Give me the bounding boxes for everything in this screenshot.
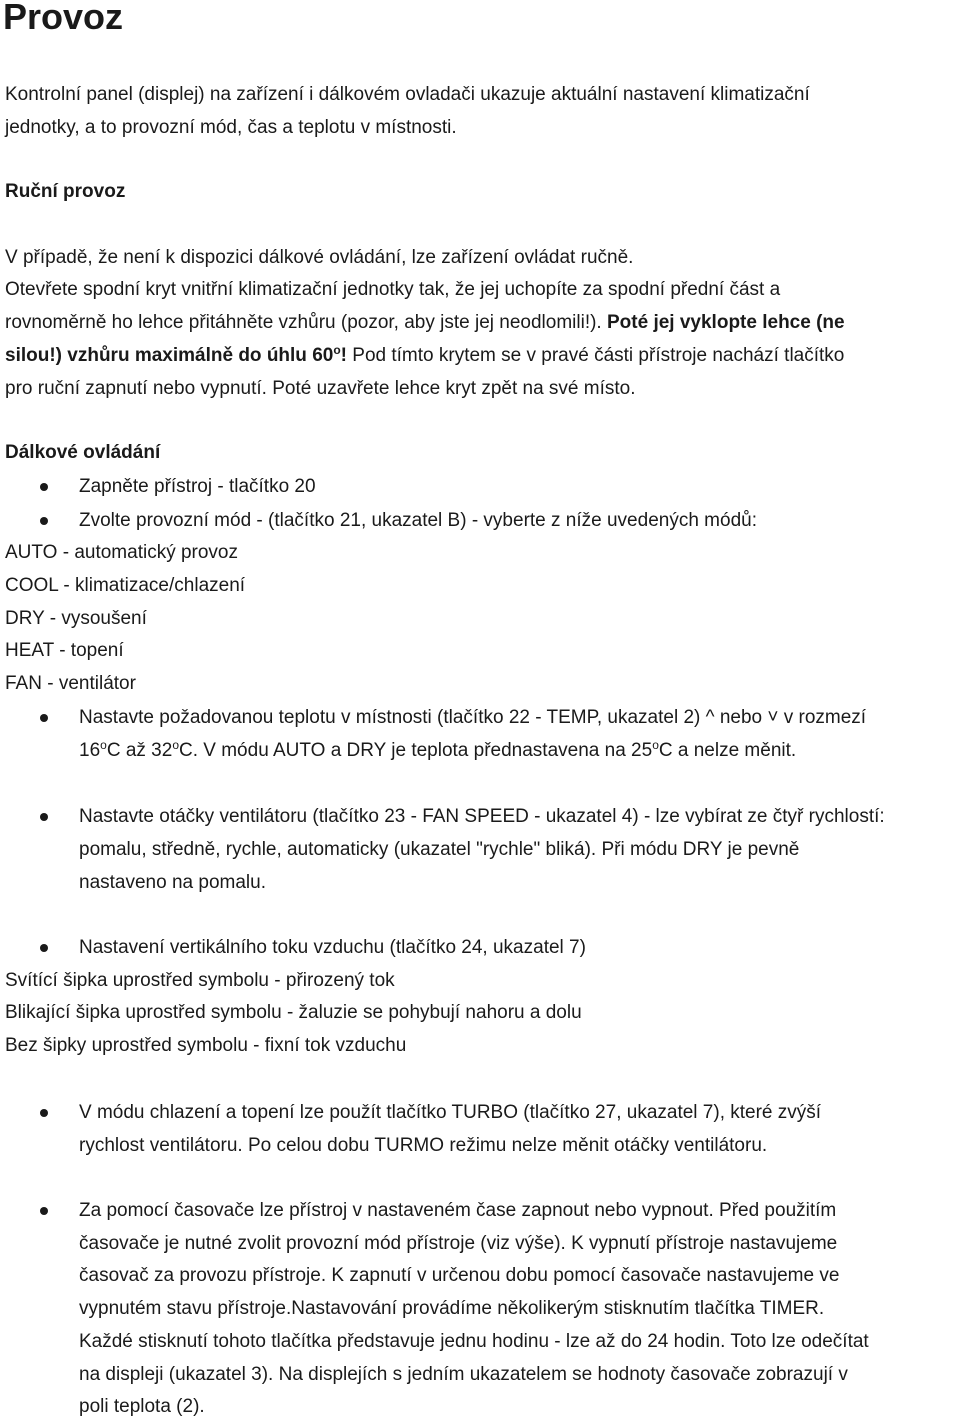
intro-line-2: jednotky, a to provozní mód, čas a teplotu v místnosti. (5, 117, 457, 138)
bullet-icon (40, 483, 48, 491)
manual-line-4 (5, 339, 844, 372)
degree-sup: o (333, 343, 341, 357)
list-item-text: Nastavte požadovanou teplotu v místnosti (tlačítko 22 - TEMP, ukazatel 2) ^ nebo ˅ v rozmezí (79, 707, 867, 728)
list-item-text: Zapněte přístroj - tlačítko 20 (79, 476, 316, 497)
temp-preset: C. V módu AUTO a DRY je teplota přednastavena na 25 (179, 740, 653, 761)
list-item-text: Nastavení vertikálního toku vzduchu (tlačítko 24, ukazatel 7) (79, 937, 586, 958)
degree-sup: o (652, 738, 659, 752)
mode-fan: FAN - ventilátor (5, 673, 136, 694)
manual-line-3-normal: rovnoměrně ho lehce přitáhněte vzhůru (pozor, aby jste jej neodlomili!). (5, 312, 607, 333)
list-item-text: Za pomocí časovače lze přístroj v nastaveném čase zapnout nebo vypnout. Před použitím (79, 1200, 837, 1221)
angle-text: silou!) vzhůru maximálně do úhlu 60 (5, 345, 334, 366)
manual-line-2: Otevřete spodní kryt vnitřní klimatizační jednotky tak, že jej uchopíte za spodní přední část a (5, 279, 781, 300)
bullet-icon (40, 517, 48, 525)
list-item-text: poli teplota (2). (79, 1396, 205, 1417)
bullet-icon (40, 1207, 48, 1215)
manual-line-3-bold: Poté jej vyklopte lehce (ne (607, 312, 845, 333)
list-item-text: na displeji (ukazatel 3). Na displejích s jedním ukazatelem se hodnoty časovače zobrazují v (79, 1364, 848, 1385)
remote-heading: Dálkové ovládání (5, 442, 161, 463)
manual-line-3 (5, 306, 845, 339)
list-item-text: vypnutém stavu přístroje.Nastavování provádíme několikerým stisknutím tlačítka TIMER. (79, 1298, 825, 1319)
mode-cool: COOL - klimatizace/chlazení (5, 575, 246, 596)
temp-note: C a nelze měnit. (658, 740, 797, 761)
mode-auto: AUTO - automatický provoz (5, 542, 239, 563)
degree-sup: o (100, 738, 107, 752)
list-item-text: Zvolte provozní mód - (tlačítko 21, ukazatel B) - vyberte z níže uvedených módů: (79, 510, 757, 531)
list-item-text: Nastavte otáčky ventilátoru (tlačítko 23 - FAN SPEED - ukazatel 4) - lze vybírat ze čtyř rychlostí: (79, 806, 885, 827)
list-item-text: časovače je nutné zvolit provozní mód přístroje (viz výše). K vypnutí přístroje nastavujeme (79, 1233, 838, 1254)
list-item-text: časovač za provozu přístroje. K zapnutí v určenou dobu pomocí časovače nastavujeme ve (79, 1265, 840, 1286)
airflow-line: Bez šipky uprostřed symbolu - fixní tok vzduchu (5, 1035, 407, 1056)
mode-heat: HEAT - topení (5, 640, 124, 661)
manual-line-4-bold (5, 345, 347, 366)
degree-sup: o (172, 738, 179, 752)
airflow-line: Blikající šipka uprostřed symbolu - žaluzie se pohybují nahoru a dolu (5, 1002, 582, 1023)
list-item-text: V módu chlazení a topení lze použít tlačítko TURBO (tlačítko 27, ukazatel 7), které zvýší (79, 1102, 822, 1123)
intro-line-1: Kontrolní panel (displej) na zařízení i dálkovém ovladači ukazuje aktuální nastavení klimatizační (5, 84, 810, 105)
page-title: Provoz (3, 0, 124, 37)
temp-max: C až 32 (106, 740, 173, 761)
manual-line-5: pro ruční zapnutí nebo vypnutí. Poté uzavřete lehce kryt zpět na své místo. (5, 378, 636, 399)
list-item-text: rychlost ventilátoru. Po celou dobu TURMO režimu nelze měnit otáčky ventilátoru. (79, 1135, 768, 1156)
mode-dry: DRY - vysoušení (5, 608, 147, 629)
list-item-text: nastaveno na pomalu. (79, 872, 266, 893)
bullet-icon (40, 944, 48, 952)
list-item-text: Každé stisknutí tohoto tlačítka představuje jednu hodinu - lze až do 24 hodin. Toto lze odečítat (79, 1331, 869, 1352)
bullet-icon (40, 1109, 48, 1117)
exclaim: ! (340, 345, 347, 366)
list-item-text: pomalu, středně, rychle, automaticky (ukazatel "rychle" bliká). Při módu DRY je pevně (79, 839, 800, 860)
temp-min: 16 (79, 740, 101, 761)
manual-line-1: V případě, že není k dispozici dálkové ovládání, lze zařízení ovládat ručně. (5, 247, 634, 268)
manual-heading: Ruční provoz (5, 181, 126, 202)
list-item-text (79, 734, 796, 767)
airflow-line: Svítící šipka uprostřed symbolu - přirozený tok (5, 970, 395, 991)
bullet-icon (40, 714, 48, 722)
bullet-icon (40, 813, 48, 821)
manual-line-4-normal: Pod tímto krytem se v pravé části přístroje nachází tlačítko (347, 345, 845, 366)
